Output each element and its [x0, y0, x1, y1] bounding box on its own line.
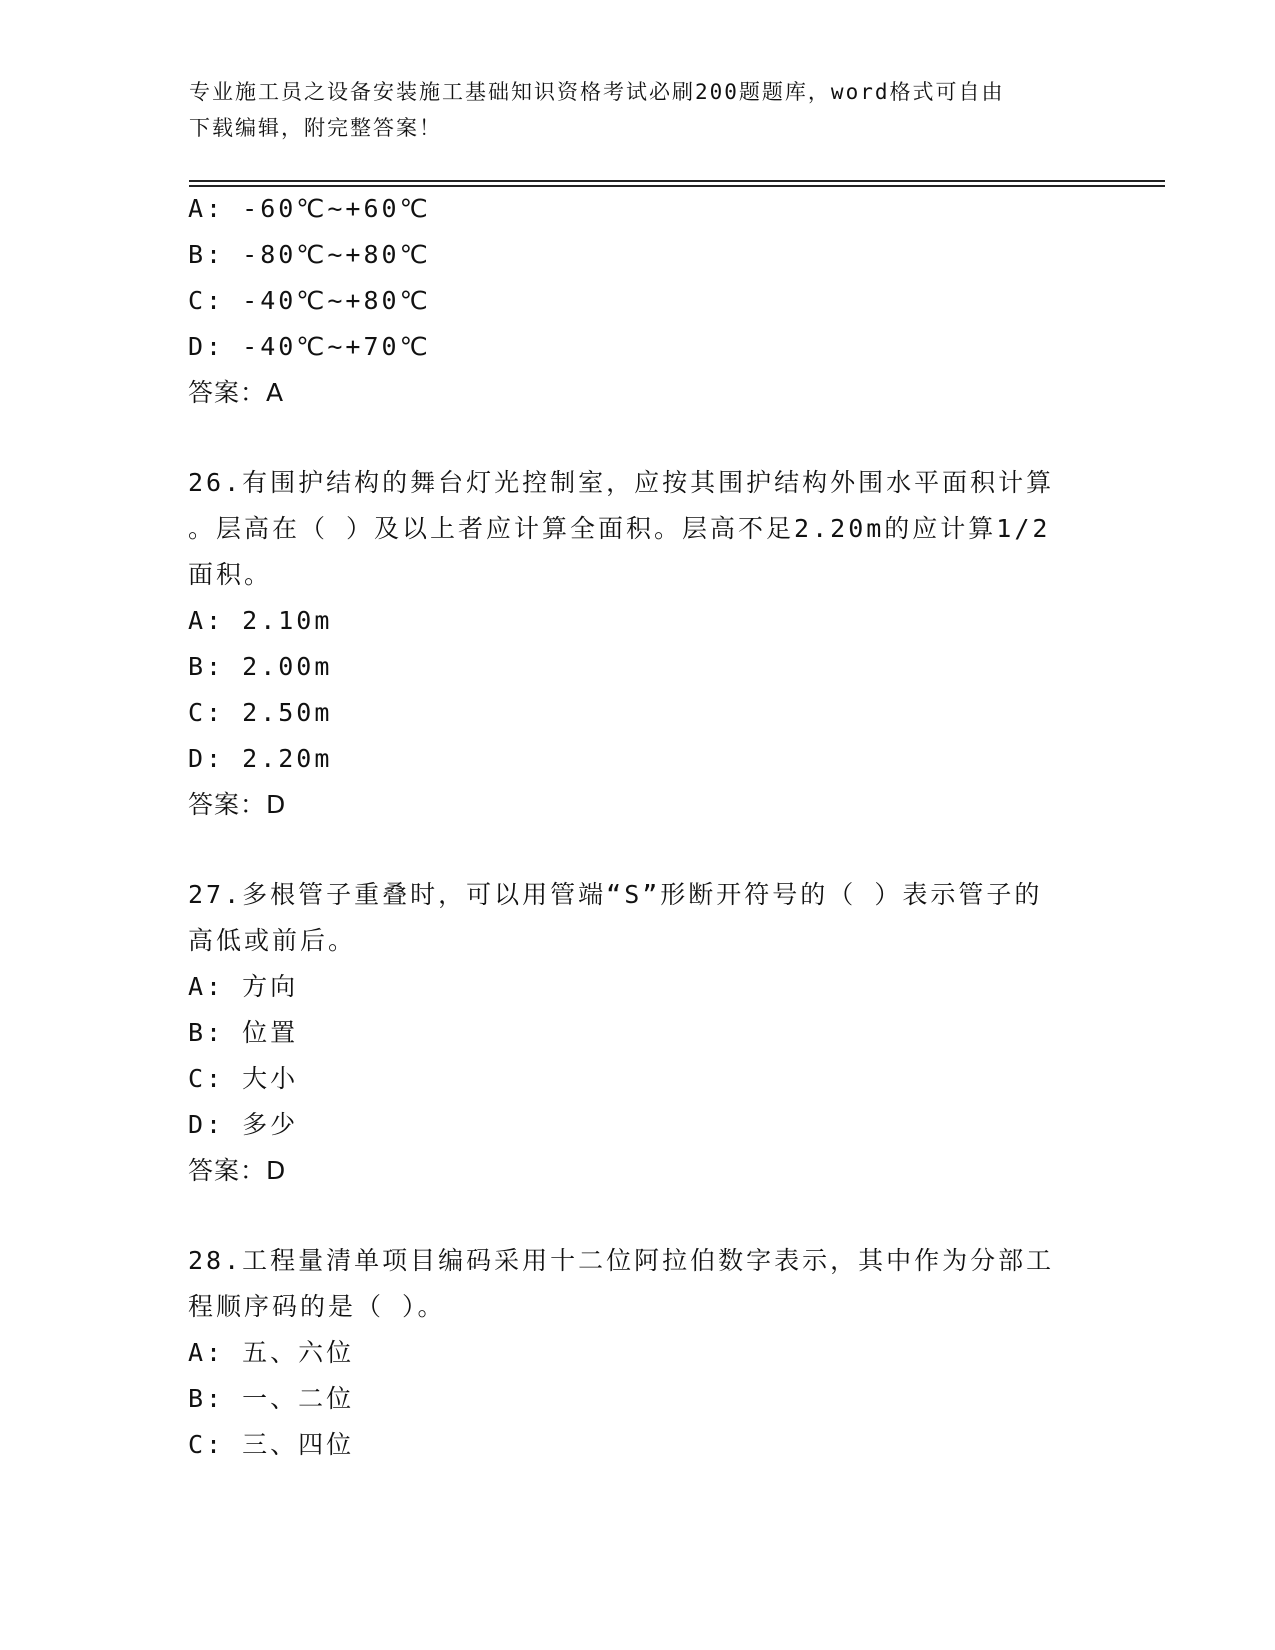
option-c: C: 三、四位: [188, 1430, 355, 1459]
question-stem-line: 面积。: [188, 560, 273, 589]
option-d: D: 多少: [188, 1110, 299, 1139]
document-header: [189, 74, 1089, 146]
option-d: D: 2.20m: [188, 744, 333, 773]
answer: 答案：D: [188, 790, 287, 819]
question-stem-line: 程顺序码的是（ ）。: [188, 1292, 446, 1321]
question-26: [188, 460, 1088, 828]
question-stem-line: 27.多根管子重叠时，可以用管端“S”形断开符号的（ ）表示管子的: [188, 880, 1043, 909]
question-27: [188, 872, 1088, 1194]
option-b: B: -80℃~+80℃: [188, 240, 431, 269]
question-stem-line: 28.工程量清单项目编码采用十二位阿拉伯数字表示，其中作为分部工: [188, 1246, 1055, 1275]
option-a: A: 五、六位: [188, 1338, 355, 1367]
option-a: A: 方向: [188, 972, 299, 1001]
option-a: A: -60℃~+60℃: [188, 194, 431, 223]
question-stem-line: 高低或前后。: [188, 926, 357, 955]
header-divider-top: [189, 180, 1165, 182]
question-28: [188, 1238, 1088, 1468]
header-line-1: 专业施工员之设备安装施工基础知识资格考试必刷200题题库，word格式可自由: [189, 80, 1005, 104]
question-stem-line: 26.有围护结构的舞台灯光控制室，应按其围护结构外围水平面积计算: [188, 468, 1055, 497]
question-25-tail: [188, 186, 1088, 1512]
option-b: B: 一、二位: [188, 1384, 355, 1413]
option-b: B: 2.00m: [188, 652, 333, 681]
option-c: C: -40℃~+80℃: [188, 286, 431, 315]
header-line-2: 下载编辑，附完整答案！: [189, 116, 442, 140]
option-c: C: 大小: [188, 1064, 299, 1093]
option-c: C: 2.50m: [188, 698, 333, 727]
answer: 答案：D: [188, 1156, 287, 1185]
option-a: A: 2.10m: [188, 606, 333, 635]
option-b: B: 位置: [188, 1018, 299, 1047]
question-stem-line: 。层高在（ ）及以上者应计算全面积。层高不足2.20m的应计算1/2: [188, 514, 1051, 543]
option-d: D: -40℃~+70℃: [188, 332, 431, 361]
answer: 答案：A: [188, 378, 285, 407]
